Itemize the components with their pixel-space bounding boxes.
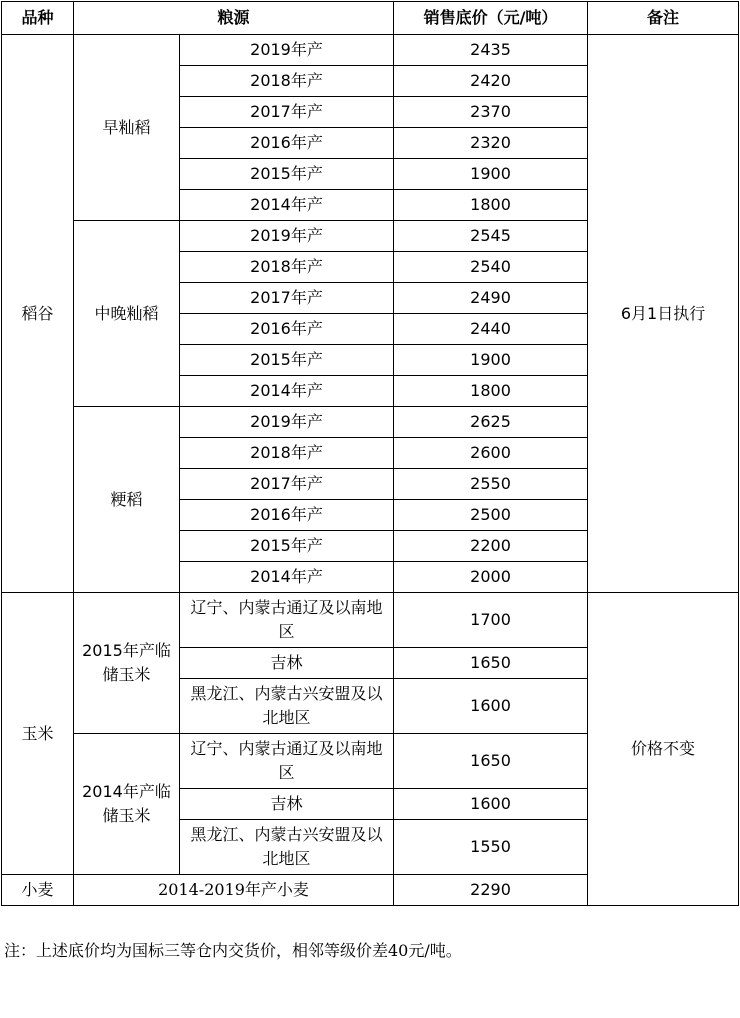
year-cell: 2016年产 [180, 500, 394, 531]
price-table [1, 1, 739, 906]
header-row [2, 2, 739, 35]
corn-group-name: 2015年产临储玉米 [74, 593, 180, 734]
table-row [2, 593, 739, 648]
header-source: 粮源 [74, 2, 394, 35]
price-cell: 2600 [394, 438, 588, 469]
price-cell: 1550 [394, 820, 588, 875]
variety-wheat: 小麦 [2, 875, 74, 906]
price-cell: 2290 [394, 875, 588, 906]
year-cell: 2014年产 [180, 190, 394, 221]
price-cell: 1600 [394, 679, 588, 734]
year-cell: 2018年产 [180, 66, 394, 97]
year-cell: 2015年产 [180, 531, 394, 562]
year-cell: 2018年产 [180, 252, 394, 283]
remark-corn: 价格不变 [588, 593, 739, 906]
header-variety: 品种 [2, 2, 74, 35]
year-cell: 2017年产 [180, 469, 394, 500]
price-cell: 2200 [394, 531, 588, 562]
region-cell: 黑龙江、内蒙古兴安盟及以北地区 [180, 679, 394, 734]
price-cell: 1650 [394, 648, 588, 679]
header-price: 销售底价（元/吨） [394, 2, 588, 35]
rice-group-name: 粳稻 [74, 407, 180, 593]
year-cell: 2014年产 [180, 376, 394, 407]
price-cell: 1800 [394, 190, 588, 221]
price-cell: 1700 [394, 593, 588, 648]
price-cell: 2440 [394, 314, 588, 345]
year-cell: 2017年产 [180, 97, 394, 128]
region-cell: 吉林 [180, 789, 394, 820]
year-cell: 2019年产 [180, 35, 394, 66]
price-cell: 2545 [394, 221, 588, 252]
year-cell: 2015年产 [180, 159, 394, 190]
remark-rice: 6月1日执行 [588, 35, 739, 593]
price-cell: 2435 [394, 35, 588, 66]
price-cell: 2500 [394, 500, 588, 531]
price-cell: 1900 [394, 159, 588, 190]
region-cell: 吉林 [180, 648, 394, 679]
year-cell: 2014年产 [180, 562, 394, 593]
price-cell: 2370 [394, 97, 588, 128]
year-cell: 2019年产 [180, 407, 394, 438]
variety-rice: 稻谷 [2, 35, 74, 593]
year-cell: 2017年产 [180, 283, 394, 314]
price-cell: 2490 [394, 283, 588, 314]
price-cell: 2320 [394, 128, 588, 159]
variety-corn: 玉米 [2, 593, 74, 875]
corn-group-name: 2014年产临储玉米 [74, 734, 180, 875]
rice-group-name: 中晚籼稻 [74, 221, 180, 407]
price-cell: 1650 [394, 734, 588, 789]
rice-group-name: 早籼稻 [74, 35, 180, 221]
footnote: 注：上述底价均为国标三等仓内交货价，相邻等级价差40元/吨。 [4, 941, 462, 960]
year-cell: 2016年产 [180, 314, 394, 345]
price-cell: 2625 [394, 407, 588, 438]
year-cell: 2018年产 [180, 438, 394, 469]
price-cell: 2420 [394, 66, 588, 97]
price-cell: 1600 [394, 789, 588, 820]
region-cell: 辽宁、内蒙古通辽及以南地区 [180, 734, 394, 789]
price-cell: 2540 [394, 252, 588, 283]
price-cell: 1800 [394, 376, 588, 407]
price-cell: 1900 [394, 345, 588, 376]
price-cell: 2550 [394, 469, 588, 500]
year-cell: 2015年产 [180, 345, 394, 376]
region-cell: 辽宁、内蒙古通辽及以南地区 [180, 593, 394, 648]
table-row [2, 35, 739, 66]
price-cell: 2000 [394, 562, 588, 593]
header-remark: 备注 [588, 2, 739, 35]
region-cell: 黑龙江、内蒙古兴安盟及以北地区 [180, 820, 394, 875]
year-cell: 2019年产 [180, 221, 394, 252]
wheat-source: 2014-2019年产小麦 [74, 875, 394, 906]
year-cell: 2016年产 [180, 128, 394, 159]
